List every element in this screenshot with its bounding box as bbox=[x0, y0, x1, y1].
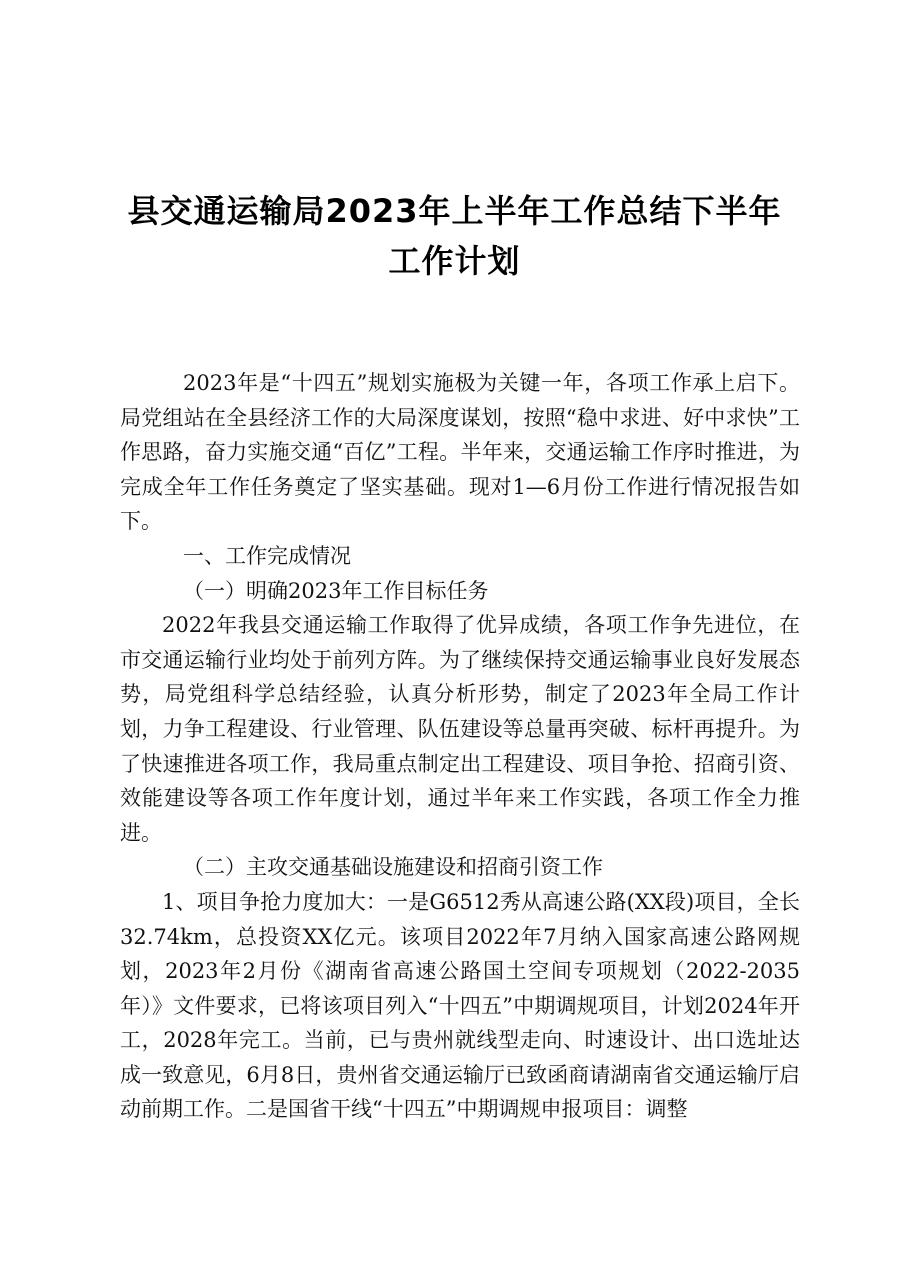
section-heading-1: 一、工作完成情况 bbox=[183, 543, 351, 568]
document-title-line-1: 县交通运输局2023年上半年工作总结下半年 bbox=[127, 192, 782, 230]
document-body bbox=[120, 366, 800, 1127]
document-title-line-2: 工作计划 bbox=[388, 242, 521, 280]
paragraph-goals: 2022年我县交通运输工作取得了优异成绩，各项工作争先进位，在市交通运输行业均处于前列方阵。为了继续保持交通运输事业良好发展态势，局党组科学总结经验，认真分析形势，制定了2023年全局工作计划，力争工程建设、行业管理、队伍建设等总量再突破、标杆再提升。为了快速推进各项工作，我局重点制定出工程建设、项目争抢、招商引资、效能建设等各项工作年度计划，通过半年来工作实践，各项工作全力推进。 bbox=[120, 613, 800, 845]
paragraph-intro: 2023年是“十四五”规划实施极为关键一年，各项工作承上启下。局党组站在全县经济工作的大局深度谋划，按照“稳中求进、好中求快”工作思路，奋力实施交通“百亿”工程。半年来，交通运输工作序时推进，为完成全年工作任务奠定了坚实基础。现对1—6月份工作进行情况报告如下。 bbox=[120, 371, 800, 534]
paragraph-projects: 1、项目争抢力度加大：一是G6512秀从高速公路(XX段)项目，全长32.74km，总投资XX亿元。该项目2022年7月纳入国家高速公路网规划，2023年2月份《湖南省高速公路国土空间专项规划（2022-2035年）》文件要求，已将该项目列入“十四五”中期调规项目，计划2024年开工，2028年完工。当前，已与贵州就线型走向、时速设计、出口选址达成一致意见，6月8日，贵州省交通运输厅已致函商请湖南省交通运输厅启动前期工作。二是国省干线“十四五”中期调规申报项目：调整 bbox=[120, 889, 800, 1122]
subsection-heading-1: （一）明确2023年工作目标任务 bbox=[183, 578, 489, 603]
subsection-heading-2: （二）主攻交通基础设施建设和招商引资工作 bbox=[183, 855, 603, 880]
